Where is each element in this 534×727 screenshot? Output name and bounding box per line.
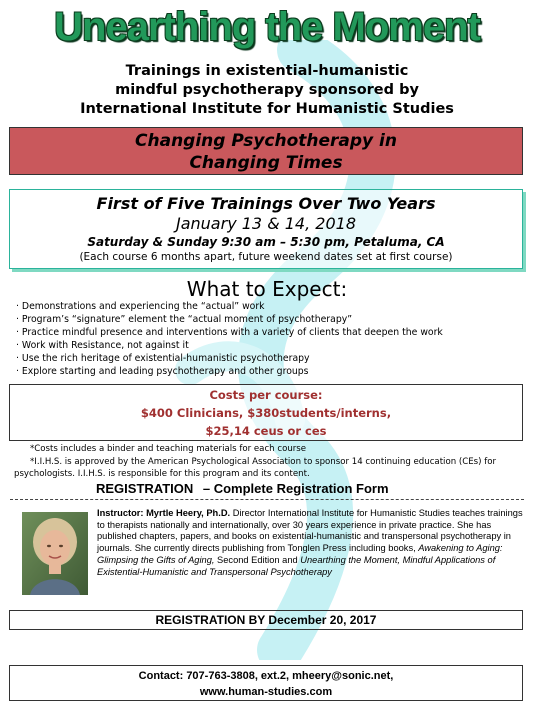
- subtitle-block: [0, 62, 534, 119]
- divider: [10, 499, 524, 500]
- expect-item: · Explore starting and leading psychotherapy and other groups: [16, 366, 526, 379]
- bio-text: Second Edition and: [214, 554, 301, 565]
- registration-label: REGISTRATION: [96, 481, 194, 496]
- subtitle-line: Trainings in existential-humanistic: [125, 63, 409, 79]
- expect-list: [16, 301, 526, 378]
- banner-line: Changing Psychotherapy in: [135, 131, 397, 151]
- banner-line: Changing Times: [189, 153, 343, 173]
- contact-website-link[interactable]: www.human-studies.com: [199, 686, 333, 698]
- training-note: (Each course 6 months apart, future weekend dates set at first course): [79, 251, 453, 263]
- expect-item: · Work with Resistance, not against it: [16, 340, 526, 353]
- expect-heading: What to Expect:: [186, 277, 348, 301]
- costs-box: [9, 384, 523, 441]
- registration-deadline: REGISTRATION BY December 20, 2017: [9, 610, 523, 630]
- theme-banner: [9, 127, 523, 175]
- book-title: Unearthing the Moment, Mindful Applications of Existential-Humanistic and Transpersonal Psychotherapy: [97, 554, 496, 577]
- expect-item: · Practice mindful presence and interventions with a variety of clients that deepen the work: [16, 327, 526, 340]
- subtitle-line: mindful psychotherapy sponsored by: [115, 82, 419, 98]
- bio-text: Director International Institute for Humanistic Studies teaches trainings to therapists nationally and internationally, over 30 years experience in private practice. She has published chapters, papers, and books on existential-humanistic and transpersonal psychotherapy in journals. She currently directs publishing from Tonglen Press including books,: [97, 508, 523, 554]
- training-schedule: Saturday & Sunday 9:30 am – 5:30 pm, Petaluma, CA: [87, 235, 445, 249]
- page-title: Unearthing the Moment: [54, 5, 480, 49]
- costs-heading: Costs per course:: [209, 388, 323, 402]
- training-heading: First of Five Trainings Over Two Years: [96, 194, 436, 213]
- training-dates: January 13 & 14, 2018: [176, 214, 356, 233]
- contact-line: Contact: 707-763-3808, ext.2, mheery@sonic.net,: [138, 670, 394, 682]
- expect-item: · Program’s “signature” element the “actual moment of psychotherapy”: [16, 314, 526, 327]
- subtitle-line: International Institute for Humanistic Studies: [80, 101, 454, 117]
- costs-line: $25,14 ceus or ces: [205, 424, 327, 438]
- binder-note: *Costs includes a binder and teaching materials for each course: [30, 444, 307, 454]
- book-title: Awakening to Aging: Glimpsing the Gifts of Aging,: [97, 543, 503, 565]
- instructor-photo: [22, 512, 88, 595]
- registration-form-link[interactable]: – Complete Registration Form: [202, 481, 389, 496]
- contact-box: [9, 665, 523, 701]
- instructor-bio: [97, 508, 523, 578]
- expect-item: · Demonstrations and experiencing the “actual” work: [16, 301, 526, 314]
- training-info-box: [9, 189, 523, 269]
- apa-note: *I.I.H.S. is approved by the American Psychological Association to sponsor 14 continuing education (CEs) for psychologists. I.I.H.S. is responsible for this program and its content.: [14, 457, 497, 479]
- registration-row: [96, 481, 389, 497]
- instructor-label: Instructor: Myrtle Heery, Ph.D.: [97, 508, 231, 518]
- expect-item: · Use the rich heritage of existential-humanistic psychotherapy: [16, 353, 526, 366]
- costs-line: $400 Clinicians, $380students/interns,: [140, 406, 392, 420]
